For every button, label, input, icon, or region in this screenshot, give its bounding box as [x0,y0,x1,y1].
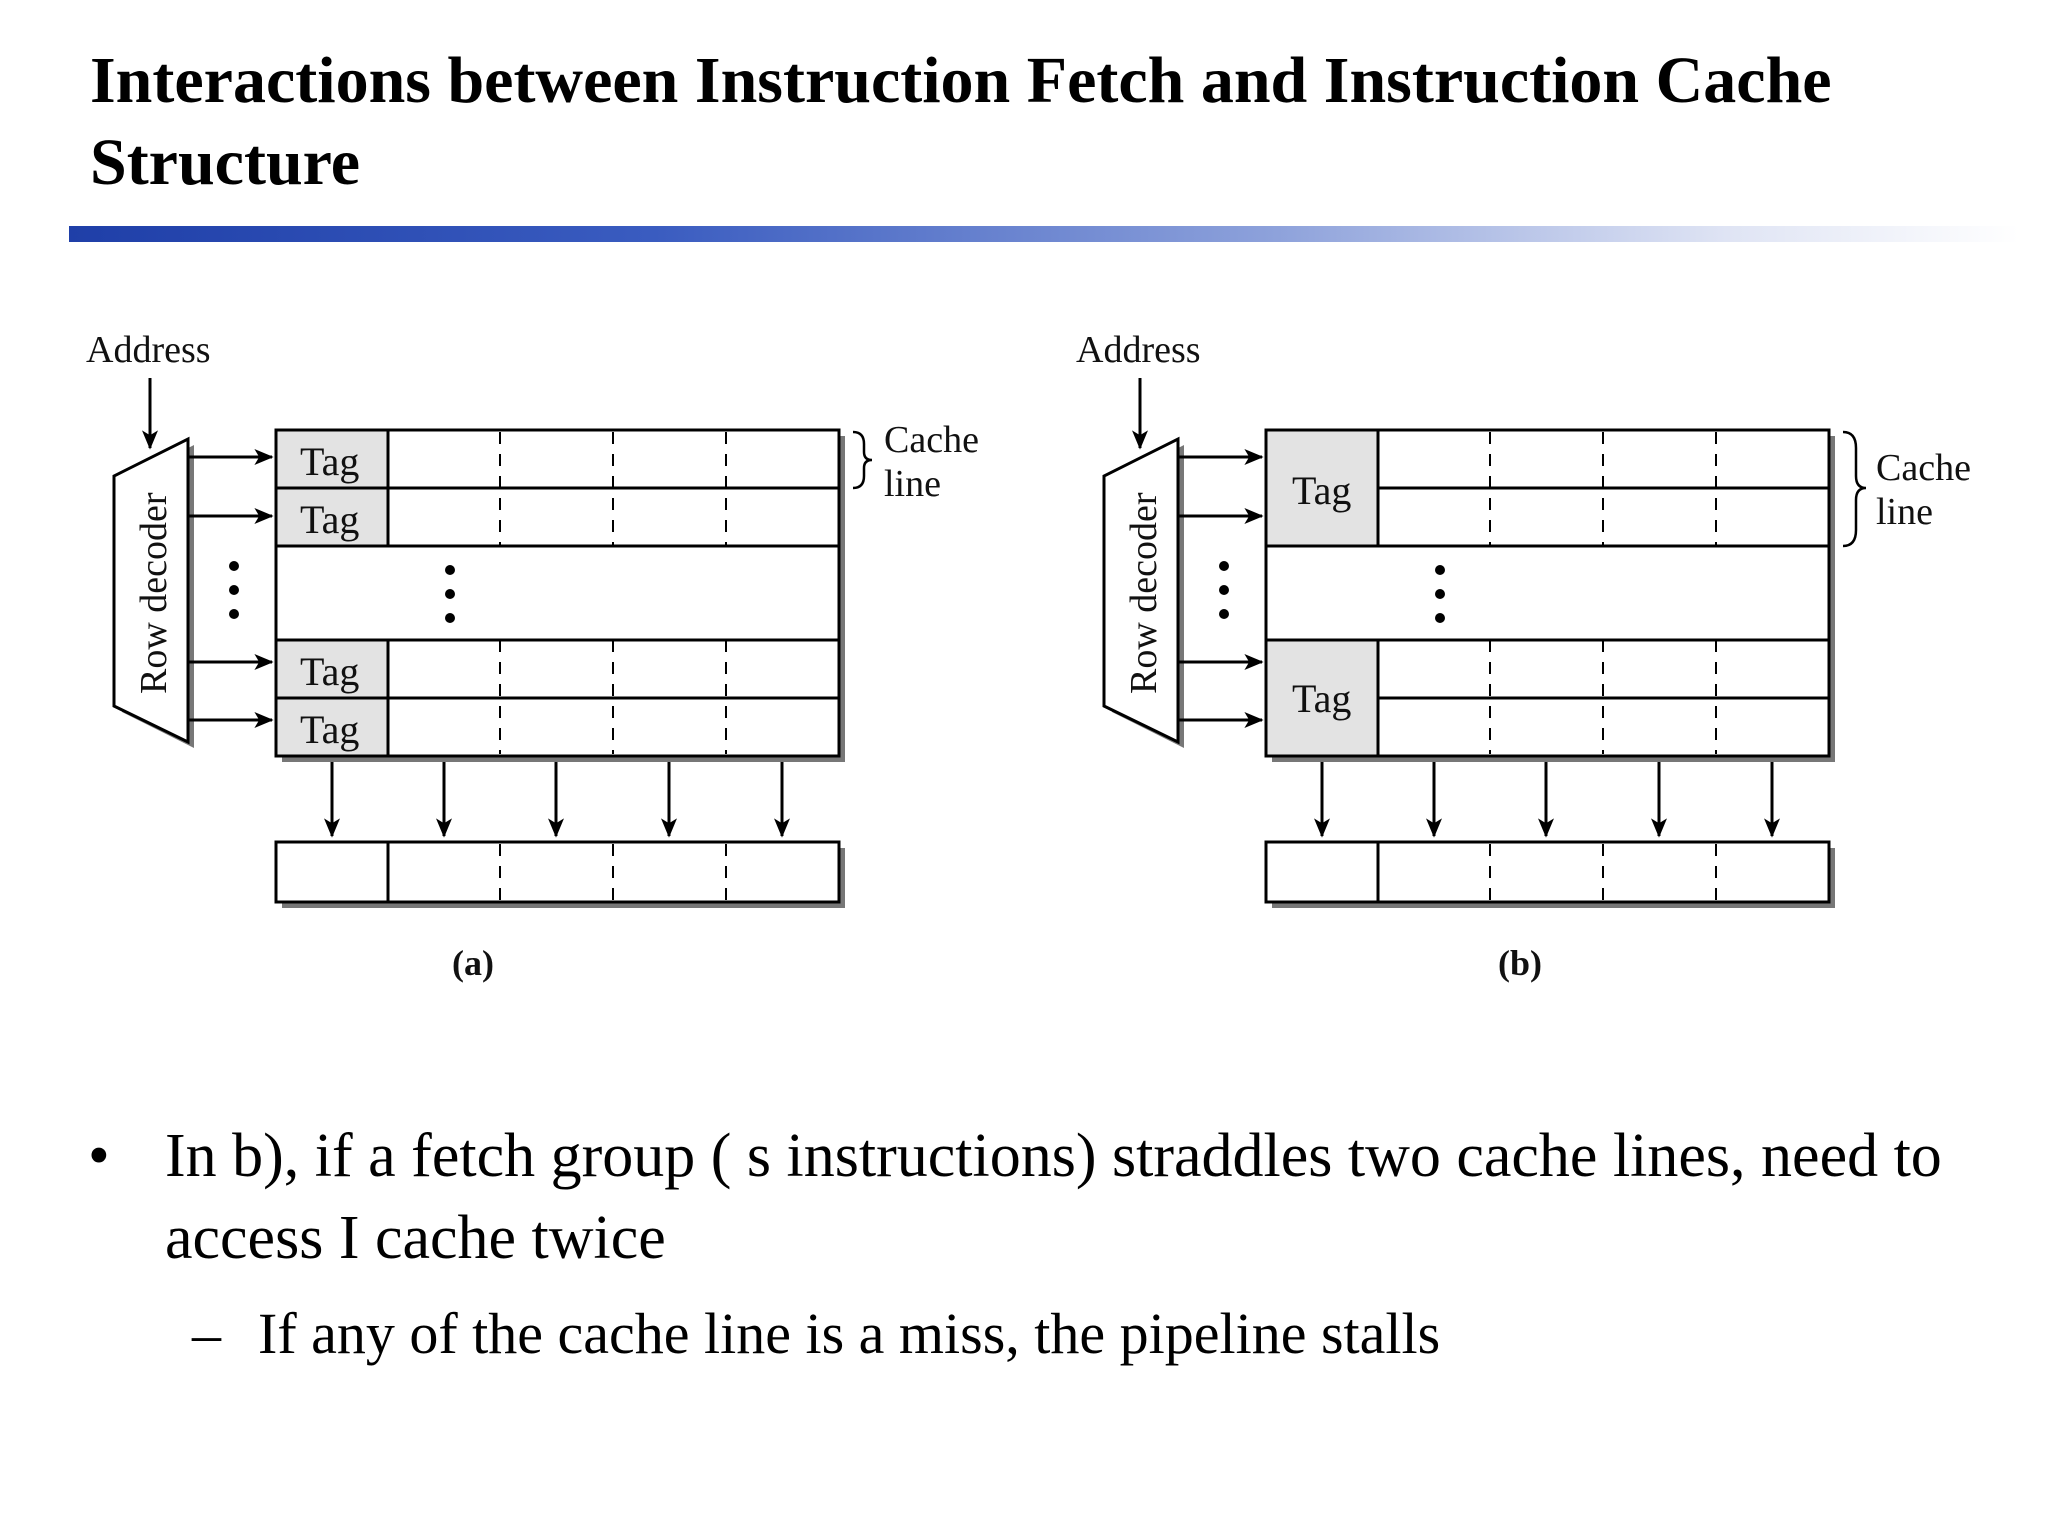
bullet-marker-1: • [88,1122,110,1190]
dot-b-6 [1435,613,1445,623]
cache-line-brace-b [1843,432,1866,546]
output-register-b [1266,842,1829,902]
output-register-a [276,842,839,902]
cache-line-label-b-2: line [1876,491,1933,533]
dot-b-3 [1219,609,1229,619]
dot-b-5 [1435,589,1445,599]
caption-a: (a) [452,943,494,983]
dot-a-4 [445,565,455,575]
dot-a-2 [229,585,239,595]
dot-a-1 [229,561,239,571]
cache-line-label-b-1: Cache [1876,447,1971,489]
tag-label-a-4: Tag [300,707,360,752]
row-decoder-label-a: Row decoder [133,492,175,694]
dot-b-4 [1435,565,1445,575]
dot-a-5 [445,589,455,599]
cache-line-label-a-2: line [884,463,941,505]
cache-structure-diagram [0,300,2048,1020]
tag-label-b-2: Tag [1292,676,1352,721]
address-label-a: Address [86,329,211,371]
dot-a-6 [445,613,455,623]
output-arrows-b [1322,762,1772,836]
tag-label-a-2: Tag [300,497,360,542]
cache-line-brace-a [853,432,872,488]
panel-b [1076,329,1971,983]
cache-line-label-a-1: Cache [884,419,979,461]
output-arrows-a [332,762,782,836]
dot-a-3 [229,609,239,619]
row-decoder-label-b: Row decoder [1123,492,1165,694]
bullet-text-2: If any of the cache line is a miss, the pipeline stalls [258,1301,1441,1366]
tag-label-b-1: Tag [1292,468,1352,513]
dot-b-2 [1219,585,1229,595]
slide-title: Interactions between Instruction Fetch and Instruction Cache Structure [90,44,1832,199]
panel-a [86,329,979,983]
caption-b: (b) [1498,943,1542,983]
title-underline [69,226,2019,242]
dot-b-1 [1219,561,1229,571]
tag-label-a-3: Tag [300,649,360,694]
bullet-marker-2: – [192,1301,221,1366]
bullet-text-1: In b), if a fetch group ( s instructions) straddles two cache lines, need to access I cache twice [165,1122,1942,1272]
tag-label-a-1: Tag [300,439,360,484]
address-label-b: Address [1076,329,1201,371]
